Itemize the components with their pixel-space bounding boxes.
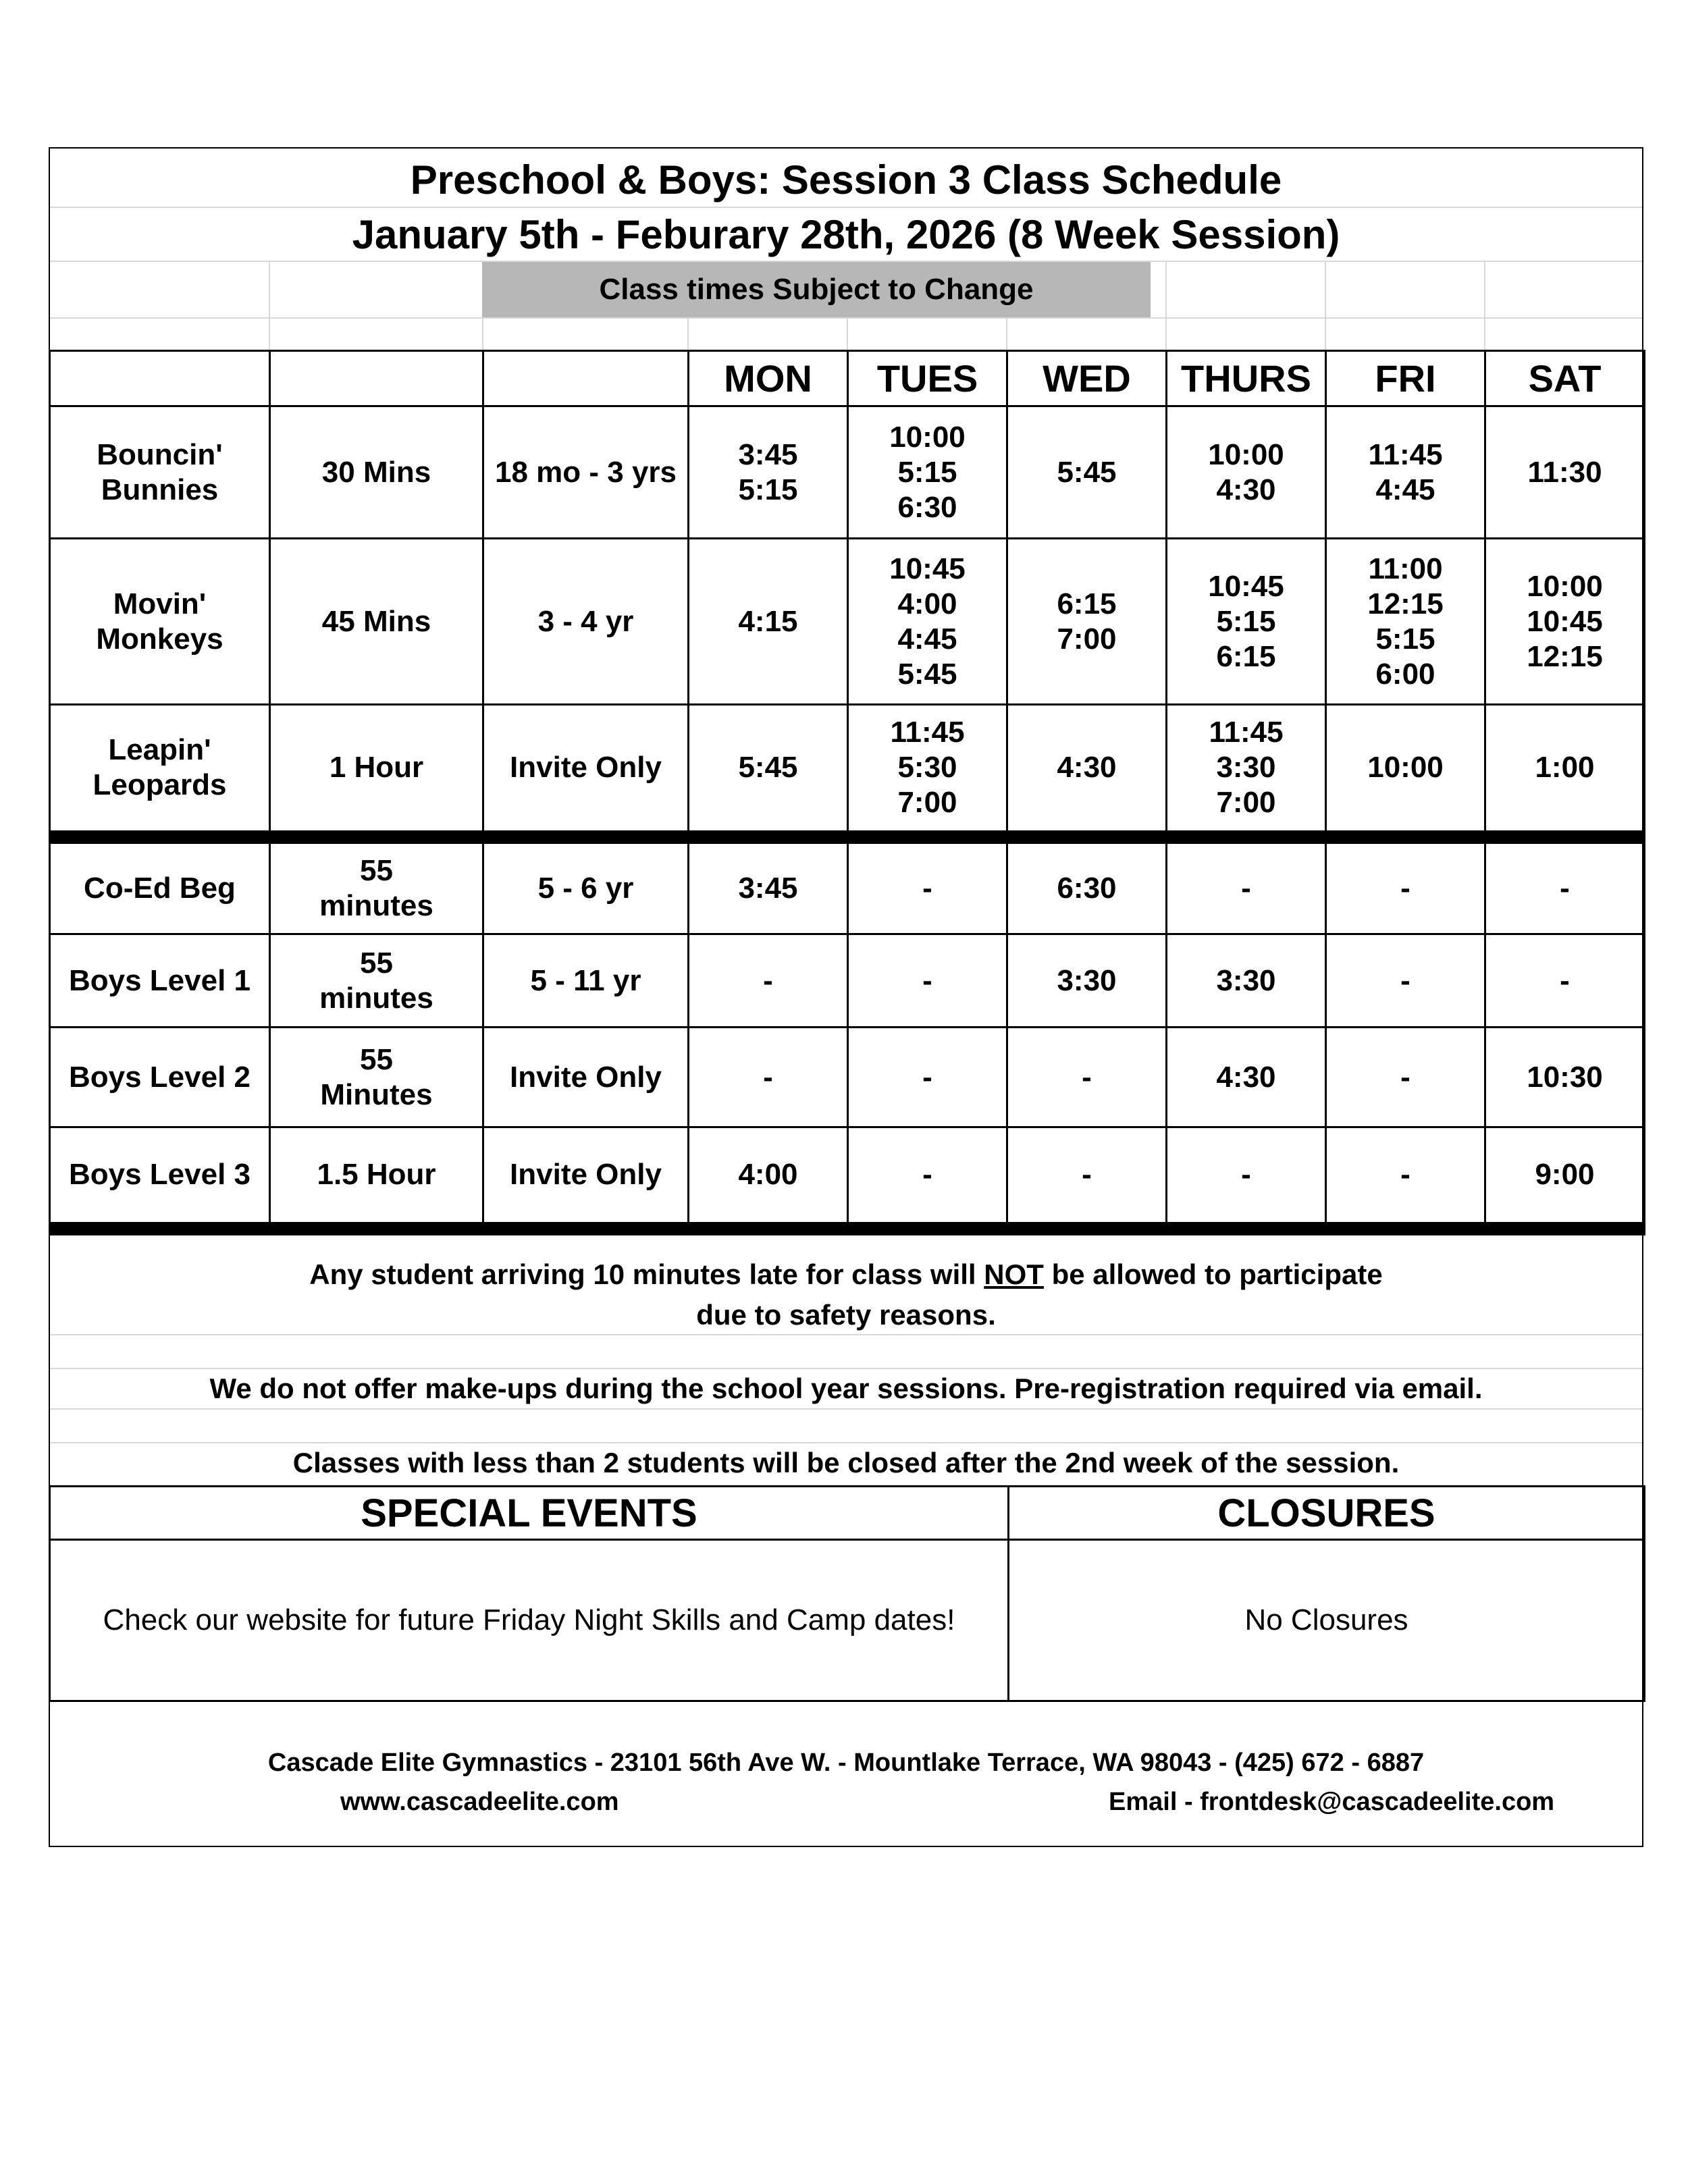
class-age: 18 mo - 3 yrs bbox=[483, 406, 689, 539]
class-time-mon: 5:45 bbox=[689, 705, 848, 837]
class-age: Invite Only bbox=[483, 1127, 689, 1229]
class-time-sat: 1:00 bbox=[1485, 705, 1645, 837]
class-name: Boys Level 1 bbox=[50, 934, 270, 1028]
class-row bbox=[50, 837, 1645, 934]
day-header-fri: FRI bbox=[1326, 351, 1485, 406]
class-duration: 1.5 Hour bbox=[270, 1127, 483, 1229]
class-time-sat: 9:00 bbox=[1485, 1127, 1645, 1229]
gridline bbox=[1484, 261, 1485, 350]
events-table bbox=[49, 1485, 1645, 1702]
day-header-thurs: THURS bbox=[1167, 351, 1326, 406]
header-blank-cell bbox=[270, 351, 483, 406]
class-name: Leapin' Leopards bbox=[50, 705, 270, 837]
closures-heading: CLOSURES bbox=[1009, 1487, 1645, 1540]
class-time-mon: 4:00 bbox=[689, 1127, 848, 1229]
class-time-thurs: 3:30 bbox=[1167, 934, 1326, 1028]
class-age: Invite Only bbox=[483, 705, 689, 837]
gridline bbox=[1325, 261, 1326, 350]
class-row bbox=[50, 406, 1645, 539]
gridline bbox=[50, 317, 1642, 319]
closed-classes-notice: Classes with less than 2 students will be closed after the 2nd week of the session. bbox=[292, 1447, 1400, 1479]
class-age: 5 - 6 yr bbox=[483, 837, 689, 934]
gridline bbox=[269, 261, 270, 350]
session-dates: January 5th - Feburary 28th, 2026 (8 Week Session) bbox=[352, 211, 1340, 257]
class-name: Co-Ed Beg bbox=[50, 837, 270, 934]
class-name: Boys Level 2 bbox=[50, 1028, 270, 1127]
makeups-notice: We do not offer make-ups during the school year sessions. Pre-registration required via email. bbox=[209, 1373, 1483, 1404]
class-time-mon: - bbox=[689, 934, 848, 1028]
gridline bbox=[1165, 261, 1167, 350]
class-duration: 1 Hour bbox=[270, 705, 483, 837]
class-time-mon: 4:15 bbox=[689, 539, 848, 705]
class-time-sat: 10:30 bbox=[1485, 1028, 1645, 1127]
class-time-sat: 11:30 bbox=[1485, 406, 1645, 539]
class-name: Boys Level 3 bbox=[50, 1127, 270, 1229]
late-notice-emphasis: NOT bbox=[984, 1258, 1044, 1290]
class-time-wed: - bbox=[1007, 1127, 1167, 1229]
class-time-wed: 6:30 bbox=[1007, 837, 1167, 934]
gridline bbox=[482, 317, 483, 350]
class-row bbox=[50, 1127, 1645, 1229]
class-row bbox=[50, 1028, 1645, 1127]
class-time-wed: 6:15 7:00 bbox=[1007, 539, 1167, 705]
late-arrival-notice bbox=[50, 1254, 1642, 1335]
website-link[interactable]: www.cascadeelite.com bbox=[340, 1788, 619, 1816]
late-notice-text: due to safety reasons. bbox=[696, 1299, 996, 1331]
class-time-wed: - bbox=[1007, 1028, 1167, 1127]
header-blank-cell bbox=[50, 351, 270, 406]
class-time-fri: 10:00 bbox=[1326, 705, 1485, 837]
class-time-sat: - bbox=[1485, 837, 1645, 934]
day-header-tues: TUES bbox=[848, 351, 1007, 406]
footer bbox=[50, 1708, 1642, 1848]
class-time-wed: 5:45 bbox=[1007, 406, 1167, 539]
class-time-sat: 10:00 10:45 12:15 bbox=[1485, 539, 1645, 705]
class-time-tues: - bbox=[848, 934, 1007, 1028]
class-time-tues: - bbox=[848, 1028, 1007, 1127]
page-title: Preschool & Boys: Session 3 Class Schedule bbox=[410, 157, 1282, 203]
class-name: Movin' Monkeys bbox=[50, 539, 270, 705]
class-time-tues: - bbox=[848, 1127, 1007, 1229]
gridline bbox=[1006, 317, 1007, 350]
special-events-text: Check our website for future Friday Night Skills and Camp dates! bbox=[50, 1540, 1009, 1701]
day-header-mon: MON bbox=[689, 351, 848, 406]
class-time-mon: 3:45 5:15 bbox=[689, 406, 848, 539]
late-notice-text: Any student arriving 10 minutes late for class will bbox=[309, 1258, 984, 1290]
class-time-fri: - bbox=[1326, 934, 1485, 1028]
day-header-wed: WED bbox=[1007, 351, 1167, 406]
class-age: Invite Only bbox=[483, 1028, 689, 1127]
class-schedule-table bbox=[49, 350, 1645, 1235]
gridline bbox=[687, 317, 689, 350]
schedule-sheet bbox=[49, 147, 1643, 1847]
class-time-thurs: 11:45 3:30 7:00 bbox=[1167, 705, 1326, 837]
class-duration: 55 minutes bbox=[270, 934, 483, 1028]
class-time-thurs: - bbox=[1167, 837, 1326, 934]
gridline bbox=[50, 1442, 1642, 1443]
closures-text: No Closures bbox=[1009, 1540, 1645, 1701]
day-header-sat: SAT bbox=[1485, 351, 1645, 406]
class-time-mon: - bbox=[689, 1028, 848, 1127]
late-notice-text: be allowed to participate bbox=[1043, 1258, 1383, 1290]
header-blank-cell bbox=[483, 351, 689, 406]
class-time-fri: - bbox=[1326, 1127, 1485, 1229]
class-time-thurs: 10:00 4:30 bbox=[1167, 406, 1326, 539]
class-duration: 45 Mins bbox=[270, 539, 483, 705]
email-link[interactable]: Email - frontdesk@cascadeelite.com bbox=[1109, 1788, 1555, 1816]
gridline bbox=[50, 1408, 1642, 1410]
class-row bbox=[50, 539, 1645, 705]
class-time-tues: 10:00 5:15 6:30 bbox=[848, 406, 1007, 539]
class-time-fri: 11:45 4:45 bbox=[1326, 406, 1485, 539]
class-name: Bouncin' Bunnies bbox=[50, 406, 270, 539]
class-row bbox=[50, 705, 1645, 837]
day-header-row bbox=[50, 351, 1645, 406]
gym-address: Cascade Elite Gymnastics - 23101 56th Ave W. - Mountlake Terrace, WA 98043 - (425) 672 - 6887 bbox=[267, 1749, 1425, 1777]
class-time-tues: 11:45 5:30 7:00 bbox=[848, 705, 1007, 837]
class-duration: 55 Minutes bbox=[270, 1028, 483, 1127]
class-time-fri: 11:00 12:15 5:15 6:00 bbox=[1326, 539, 1485, 705]
class-age: 3 - 4 yr bbox=[483, 539, 689, 705]
class-time-tues: 10:45 4:00 4:45 5:45 bbox=[848, 539, 1007, 705]
class-row bbox=[50, 934, 1645, 1028]
gridline bbox=[847, 317, 848, 350]
class-time-thurs: 10:45 5:15 6:15 bbox=[1167, 539, 1326, 705]
special-events-heading: SPECIAL EVENTS bbox=[50, 1487, 1009, 1540]
class-time-sat: - bbox=[1485, 934, 1645, 1028]
gridline bbox=[50, 1368, 1642, 1369]
class-duration: 55 minutes bbox=[270, 837, 483, 934]
class-duration: 30 Mins bbox=[270, 406, 483, 539]
class-time-wed: 3:30 bbox=[1007, 934, 1167, 1028]
class-time-fri: - bbox=[1326, 1028, 1485, 1127]
class-time-mon: 3:45 bbox=[689, 837, 848, 934]
class-time-wed: 4:30 bbox=[1007, 705, 1167, 837]
class-time-thurs: - bbox=[1167, 1127, 1326, 1229]
class-time-fri: - bbox=[1326, 837, 1485, 934]
class-time-tues: - bbox=[848, 837, 1007, 934]
subject-to-change-banner: Class times Subject to Change bbox=[482, 262, 1151, 317]
class-time-thurs: 4:30 bbox=[1167, 1028, 1326, 1127]
class-age: 5 - 11 yr bbox=[483, 934, 689, 1028]
